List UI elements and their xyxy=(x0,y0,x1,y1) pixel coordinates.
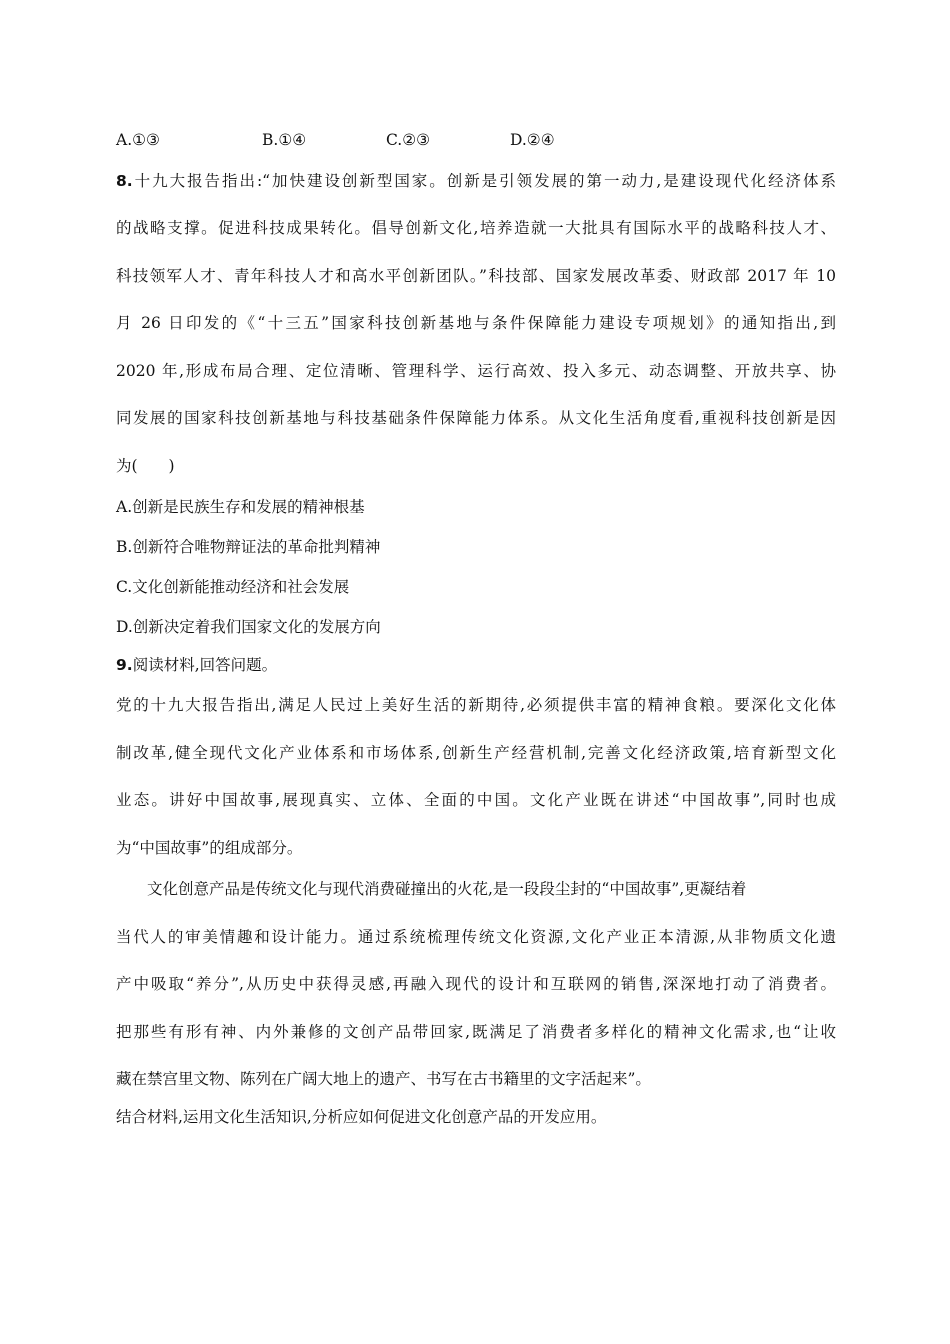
q8-option-a: A.创新是民族生存和发展的精神根基 xyxy=(116,498,365,516)
q9-intro-line: 9.阅读材料,回答问题。 xyxy=(116,656,278,674)
q8-stem-line: 8.十九大报告指出:“加快建设创新型国家。创新是引领发展的第一动力,是建设现代化经济体系 xyxy=(116,172,836,190)
q8-stem-line: 为( ) xyxy=(116,457,175,475)
q9-number: 9. xyxy=(116,656,133,674)
q7-option-b: B.①④ xyxy=(262,131,307,149)
paragraph-line: 为“中国故事”的组成部分。 xyxy=(116,839,303,857)
q8-stem-line: 的战略支撑。促进科技成果转化。倡导创新文化,培养造就一大批具有国际水平的战略科技人才、 xyxy=(116,219,836,237)
q8-stem-line: 2020 年,形成布局合理、定位清晰、管理科学、运行高效、投入多元、动态调整、开放共享、协 xyxy=(116,362,836,380)
paragraph-line: 当代人的审美情趣和设计能力。通过系统梳理传统文化资源,文化产业正本清源,从非物质文化遗 xyxy=(116,928,836,946)
q7-option-c: C.②③ xyxy=(386,131,431,149)
q9-question: 结合材料,运用文化生活知识,分析应如何促进文化创意产品的开发应用。 xyxy=(116,1108,607,1126)
paragraph-line: 产中吸取“养分”,从历史中获得灵感,再融入现代的设计和互联网的销售,深深地打动了消费者。 xyxy=(116,975,836,993)
paragraph-line: 把那些有形有神、内外兼修的文创产品带回家,既满足了消费者多样化的精神文化需求,也“让收 xyxy=(116,1023,836,1041)
paragraph-line: 业态。讲好中国故事,展现真实、立体、全面的中国。文化产业既在讲述“中国故事”,同时也成 xyxy=(116,791,836,809)
paragraph-line: 制改革,健全现代文化产业体系和市场体系,创新生产经营机制,完善文化经济政策,培育新型文化 xyxy=(116,744,836,762)
paragraph-line: 藏在禁宫里文物、陈列在广阔大地上的遗产、书写在古书籍里的文字活起来”。 xyxy=(116,1070,651,1088)
q8-stem-line: 科技领军人才、青年科技人才和高水平创新团队。”科技部、国家发展改革委、财政部 2017 年 10 xyxy=(116,267,836,285)
paragraph-line: 文化创意产品是传统文化与现代消费碰撞出的火花,是一段段尘封的“中国故事”,更凝结着 xyxy=(147,880,747,898)
q8-option-c: C.文化创新能推动经济和社会发展 xyxy=(116,578,350,596)
q8-number: 8. xyxy=(116,172,133,190)
q8-stem-line: 月 26 日印发的《“十三五”国家科技创新基地与条件保障能力建设专项规划》的通知指出,到 xyxy=(116,314,836,332)
q8-stem-line: 同发展的国家科技创新基地与科技基础条件保障能力体系。从文化生活角度看,重视科技创新是因 xyxy=(116,409,836,427)
paragraph-line: 党的十九大报告指出,满足人民过上美好生活的新期待,必须提供丰富的精神食粮。要深化文化体 xyxy=(116,696,836,714)
q7-option-a: A.①③ xyxy=(116,131,160,149)
q8-option-b: B.创新符合唯物辩证法的革命批判精神 xyxy=(116,538,381,556)
q7-option-d: D.②④ xyxy=(510,131,555,149)
q8-option-d: D.创新决定着我们国家文化的发展方向 xyxy=(116,618,381,636)
